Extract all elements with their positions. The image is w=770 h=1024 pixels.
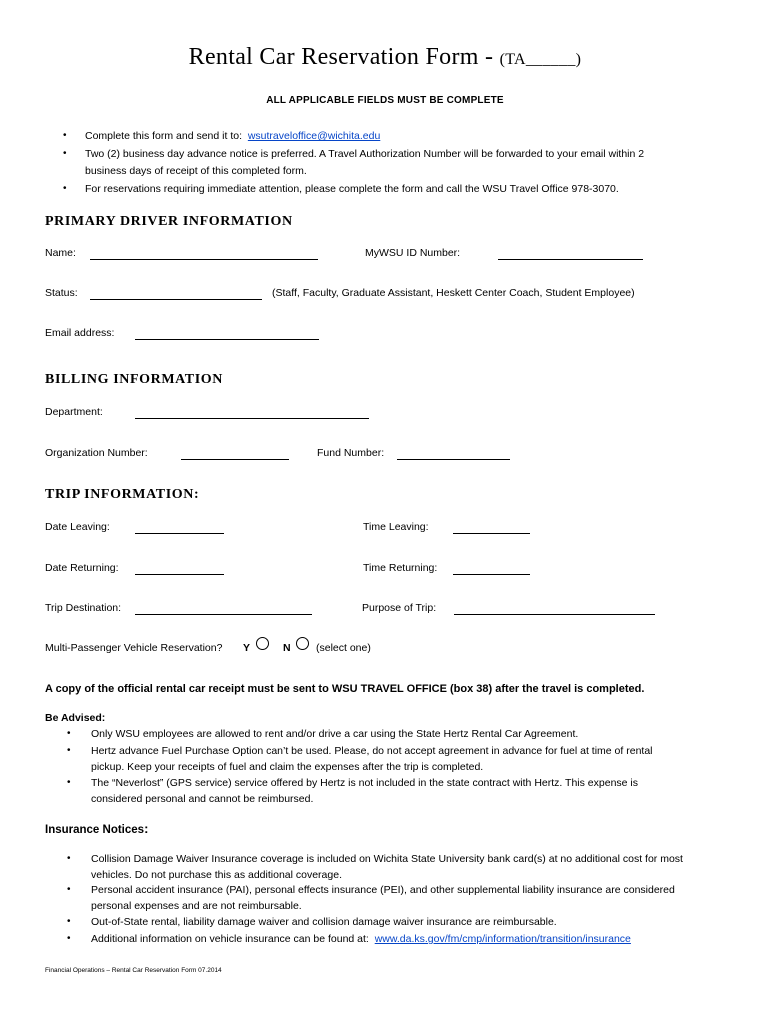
- status-field[interactable]: [90, 299, 262, 300]
- intro-item-2-line-2: business days of receipt of this completed form.: [85, 165, 307, 177]
- email-label: Email address:: [45, 327, 115, 339]
- advised-item-2-line-1: Hertz advance Fuel Purchase Option can’t be used. Please, do not accept agreement in advance for fuel at time of rental: [91, 745, 653, 757]
- advised-item-1: Only WSU employees are allowed to rent and/or drive a car using the State Hertz Rental Car Agreement.: [91, 728, 579, 740]
- mywsu-id-label: MyWSU ID Number:: [365, 247, 461, 259]
- mywsu-id-field[interactable]: [498, 259, 643, 260]
- primary-driver-heading: PRIMARY DRIVER INFORMATION: [45, 214, 293, 229]
- be-advised-heading: Be Advised:: [45, 712, 106, 724]
- fund-number-label: Fund Number:: [317, 447, 385, 459]
- trip-destination-label: Trip Destination:: [45, 602, 122, 614]
- advised-item-3-line-2: considered personal and cannot be reimbursed.: [91, 793, 314, 805]
- travel-office-email-link[interactable]: wsutraveloffice@wichita.edu: [247, 130, 381, 142]
- select-one-hint: (select one): [316, 642, 371, 654]
- insurance-item-1-line-1: Collision Damage Waiver Insurance coverage is included on Wichita State University bank card(s) at no additional cost for most: [91, 853, 683, 865]
- trip-heading: TRIP INFORMATION:: [45, 487, 200, 502]
- purpose-field[interactable]: [454, 614, 655, 615]
- bullet-icon: •: [63, 130, 67, 141]
- bullet-icon: •: [67, 933, 71, 944]
- insurance-item-1-line-2: vehicles. Do not purchase this as additional coverage.: [91, 869, 342, 881]
- advised-item-2-line-2: pickup. Keep your receipts of fuel and claim the expenses after the trip is completed.: [91, 761, 484, 773]
- footer: Financial Operations – Rental Car Reservation Form 07.2014: [45, 967, 222, 974]
- intro-item-1-text: Complete this form and send it to:: [85, 130, 242, 142]
- bullet-icon: •: [63, 183, 67, 194]
- insurance-item-4: [91, 933, 631, 945]
- name-field[interactable]: [90, 259, 318, 260]
- time-returning-label: Time Returning:: [363, 562, 438, 574]
- date-returning-field[interactable]: [135, 574, 224, 575]
- insurance-heading: [45, 821, 148, 836]
- fund-number-field[interactable]: [397, 459, 510, 460]
- insurance-item-2-line-2: personal expenses and are not reimbursable.: [91, 900, 302, 912]
- bullet-icon: •: [63, 148, 67, 159]
- ta-number-field: (TA______): [499, 51, 582, 68]
- time-leaving-field[interactable]: [453, 533, 530, 534]
- insurance-heading-colon: :: [144, 821, 149, 836]
- insurance-item-3: Out-of-State rental, liability damage waiver and collision damage waiver insurance are reimbursable.: [91, 916, 557, 928]
- insurance-heading-text: Insurance Notices: [45, 824, 145, 836]
- organization-number-label: Organization Number:: [45, 447, 148, 459]
- purpose-label: Purpose of Trip:: [362, 602, 437, 614]
- intro-item-3: For reservations requiring immediate attention, please complete the form and call the WSU Travel Office 978-3070.: [85, 183, 619, 195]
- department-field[interactable]: [135, 418, 369, 419]
- bullet-icon: •: [67, 916, 71, 927]
- billing-heading: BILLING INFORMATION: [45, 372, 223, 387]
- form-title: [0, 44, 770, 71]
- title-text: Rental Car Reservation Form -: [188, 44, 500, 70]
- trip-destination-field[interactable]: [135, 614, 312, 615]
- status-hint: (Staff, Faculty, Graduate Assistant, Heskett Center Coach, Student Employee): [272, 287, 635, 299]
- email-field[interactable]: [135, 339, 319, 340]
- bullet-icon: •: [67, 884, 71, 895]
- subtitle: ALL APPLICABLE FIELDS MUST BE COMPLETE: [266, 95, 504, 106]
- multi-passenger-yes-radio[interactable]: [256, 637, 269, 650]
- receipt-notice: A copy of the official rental car receipt must be sent to WSU TRAVEL OFFICE (box 38) after the travel is completed.: [45, 683, 645, 695]
- date-returning-label: Date Returning:: [45, 562, 119, 574]
- department-label: Department:: [45, 406, 103, 418]
- insurance-item-4-text: Additional information on vehicle insurance can be found at:: [91, 933, 369, 945]
- intro-item-2-line-1: Two (2) business day advance notice is preferred. A Travel Authorization Number will be forwarded to your email within 2: [85, 148, 645, 160]
- name-label: Name:: [45, 247, 76, 259]
- insurance-info-link[interactable]: www.da.ks.gov/fm/cmp/information/transition/insurance: [374, 933, 631, 945]
- time-leaving-label: Time Leaving:: [363, 521, 429, 533]
- date-leaving-field[interactable]: [135, 533, 224, 534]
- time-returning-field[interactable]: [453, 574, 530, 575]
- bullet-icon: •: [67, 777, 71, 788]
- yes-label: Y: [243, 642, 251, 654]
- multi-passenger-label: Multi-Passenger Vehicle Reservation?: [45, 642, 223, 654]
- intro-item-1: [85, 130, 380, 142]
- bullet-icon: •: [67, 728, 71, 739]
- status-label: Status:: [45, 287, 78, 299]
- date-leaving-label: Date Leaving:: [45, 521, 110, 533]
- bullet-icon: •: [67, 853, 71, 864]
- bullet-icon: •: [67, 745, 71, 756]
- no-label: N: [283, 642, 291, 654]
- multi-passenger-no-radio[interactable]: [296, 637, 309, 650]
- insurance-item-2-line-1: Personal accident insurance (PAI), personal effects insurance (PEI), and other supplemental liability insurance are considered: [91, 884, 675, 896]
- organization-number-field[interactable]: [181, 459, 289, 460]
- advised-item-3-line-1: The “Neverlost” (GPS service) service offered by Hertz is not included in the state contract with Hertz. This expense is: [91, 777, 638, 789]
